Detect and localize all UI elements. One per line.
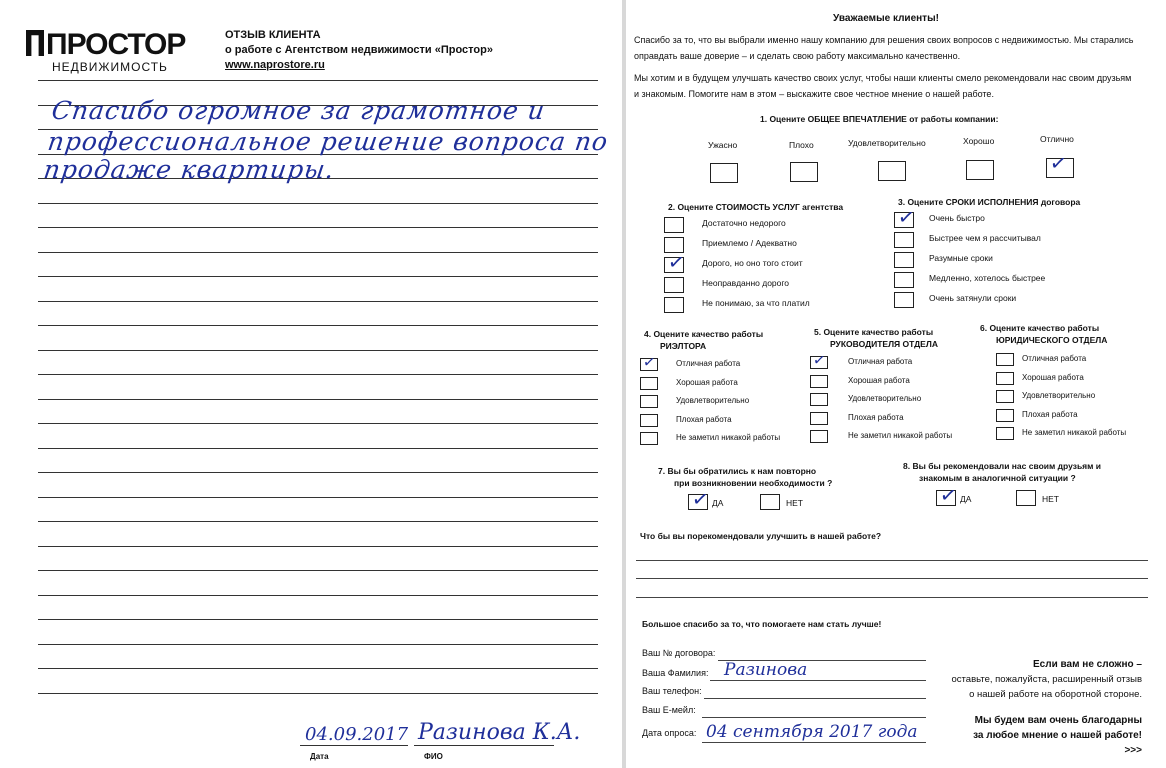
phone-field[interactable] [704, 698, 926, 699]
q5-option-label: Плохая работа [848, 412, 904, 422]
ruled-line [38, 276, 598, 277]
signature-name: Разинова К.А. [418, 720, 581, 745]
continue-arrows: >>> [1124, 745, 1142, 756]
q6-checkbox[interactable] [996, 353, 1014, 366]
ruled-line [38, 497, 598, 498]
q3-option-label: Медленно, хотелось быстрее [929, 273, 1046, 283]
ruled-line [38, 644, 598, 645]
q4-title: 4. Оцените качество работы РИЭЛТОРА [644, 329, 764, 351]
q8-title: 8. Вы бы рекомендовали нас своим друзьям и знакомым в аналогичной ситуации ? [903, 461, 1102, 483]
survey-date-label: Дата опроса: [642, 728, 697, 738]
q1-option-label: Плохо [789, 140, 814, 150]
q2-title: 2. Оцените СТОИМОСТЬ УСЛУГ агентства [668, 202, 844, 212]
surname-field[interactable] [710, 680, 926, 681]
review-header [225, 28, 493, 73]
q7-title: 7. Вы бы обратились к нам повторно при возникновении необходимости ? [658, 466, 833, 488]
q8-yes-label: ДА [960, 494, 972, 504]
ruled-line [38, 374, 598, 375]
ruled-line [38, 546, 598, 547]
q4-option-label: Хорошая работа [676, 377, 738, 387]
checkmark-icon: ✓ [690, 485, 711, 513]
q3-checkbox[interactable] [894, 232, 914, 248]
q6-title: 6. Оцените качество работы ЮРИДИЧЕСКОГО ОТДЕЛА [980, 323, 1108, 345]
q1-checkbox[interactable] [878, 161, 906, 181]
q3-checkbox[interactable] [894, 272, 914, 288]
q4-checkbox[interactable] [640, 432, 658, 445]
q6-option-label: Хорошая работа [1022, 372, 1084, 382]
survey-intro-2: Мы хотим и в будущем улучшать качество своих услуг, чтобы наши клиенты смело рекомендовали нас своим друзьям и знакомым. Помогите нам в этом – выскажите свое честное мнение о нашей работе. [634, 73, 1132, 99]
ruled-line [38, 595, 598, 596]
q3-checkbox[interactable] [894, 252, 914, 268]
ruled-line [38, 227, 598, 228]
q1-option-label: Отлично [1040, 134, 1074, 144]
surname-label: Ваша Фамилия: [642, 668, 709, 678]
email-label: Ваш E-мейл: [642, 705, 696, 715]
q4-option-label: Отличная работа [676, 359, 741, 368]
q3-title: 3. Оцените СРОКИ ИСПОЛНЕНИЯ договора [898, 197, 1081, 207]
ruled-line [38, 301, 598, 302]
q4-option-label: Плохая работа [676, 414, 732, 424]
ruled-line [38, 693, 598, 694]
q5-checkbox[interactable] [810, 350, 828, 370]
q4-option-label: Не заметил никакой работы [676, 433, 781, 442]
phone-label: Ваш телефон: [642, 686, 702, 696]
date-caption: Дата [310, 752, 329, 761]
improve-question: Что бы вы порекомендовали улучшить в нашей работе? [640, 531, 882, 541]
q5-checkbox[interactable] [810, 393, 828, 406]
q6-option-label: Не заметил никакой работы [1022, 428, 1127, 437]
name-underline [414, 745, 554, 746]
q5-checkbox[interactable] [810, 412, 828, 425]
q2-option-label: Неоправданно дорого [702, 278, 790, 288]
survey-title: Уважаемые клиенты! [833, 13, 939, 24]
q7-yes-label: ДА [712, 498, 724, 508]
q2-option-label: Приемлемо / Адекватно [702, 238, 797, 248]
survey-page-right [626, 0, 1166, 768]
name-caption: ФИО [424, 752, 443, 761]
q4-checkbox[interactable] [640, 377, 658, 390]
checkmark-icon: ✓ [666, 248, 687, 276]
q6-option-label: Плохая работа [1022, 409, 1078, 419]
q5-option-label: Удовлетворительно [848, 394, 922, 403]
answer-line[interactable] [636, 560, 1148, 561]
ruled-line [38, 203, 598, 204]
answer-line[interactable] [636, 597, 1148, 598]
ruled-line [38, 570, 598, 571]
gratitude-line: Мы будем вам очень благодарны [974, 715, 1142, 726]
ruled-line [38, 423, 598, 424]
q3-checkbox[interactable] [894, 292, 914, 308]
checkmark-icon: ✓ [641, 352, 657, 372]
q1-option-label: Удовлетворительно [848, 138, 926, 148]
q3-option-label: Быстрее чем я рассчитывал [929, 233, 1041, 243]
q6-checkbox[interactable] [996, 409, 1014, 422]
ruled-line [38, 448, 598, 449]
q4-checkbox[interactable] [640, 414, 658, 427]
review-subtitle: о работе с Агентством недвижимости «Простор» [225, 44, 493, 56]
q2-option-label: Не понимаю, за что платил [702, 298, 810, 308]
q1-option-label: Хорошо [963, 136, 995, 146]
q2-option-label: Дорого, но оно того стоит [702, 258, 803, 268]
q1-checkbox[interactable] [1046, 149, 1074, 178]
q3-option-label: Очень быстро [929, 213, 985, 223]
q1-option-label: Ужасно [708, 140, 738, 150]
ruled-line [38, 350, 598, 351]
contract-label: Ваш № договора: [642, 648, 716, 658]
q5-option-label: Хорошая работа [848, 375, 910, 385]
thanks-text: Большое спасибо за то, что помогаете нам стать лучше! [642, 619, 882, 629]
review-title: ОТЗЫВ КЛИЕНТА [225, 29, 321, 41]
q8-yes-checkbox[interactable] [936, 481, 959, 509]
q3-option-label: Очень затянули сроки [929, 293, 1017, 303]
ruled-line [38, 472, 598, 473]
q2-checkbox[interactable] [664, 217, 684, 233]
survey-date-value: 04 сентября 2017 года [706, 722, 918, 742]
q7-no-checkbox[interactable] [760, 494, 780, 510]
prostor-logo [26, 28, 186, 76]
q1-checkbox[interactable] [790, 162, 818, 182]
checkmark-icon: ✓ [811, 350, 827, 370]
ruled-line [38, 80, 598, 81]
ruled-line [38, 668, 598, 669]
q4-checkbox[interactable] [640, 395, 658, 408]
q6-checkbox[interactable] [996, 427, 1014, 440]
ruled-line [38, 521, 598, 522]
ruled-line [38, 619, 598, 620]
logo-subtitle: НЕДВИЖИМОСТЬ [52, 60, 168, 74]
ruled-line [38, 325, 598, 326]
q5-checkbox[interactable] [810, 430, 828, 443]
q4-option-label: Удовлетворительно [676, 396, 750, 405]
signature-date: 04.09.2017 [305, 724, 409, 745]
checkmark-icon: ✓ [938, 481, 959, 509]
email-field[interactable] [702, 717, 926, 718]
side-note-title: Если вам не сложно – [1033, 659, 1142, 670]
q8-no-checkbox[interactable] [1016, 490, 1036, 506]
survey-date-field[interactable] [702, 742, 926, 743]
q2-checkbox[interactable] [664, 277, 684, 293]
logo-p-icon [26, 30, 44, 56]
side-note-line: о нашей работе на оборотной стороне. [969, 689, 1142, 700]
q6-option-label: Отличная работа [1022, 354, 1087, 363]
handwriting-line-2: профессиональное решение вопроса по [45, 127, 611, 156]
surname-value: Разинова [724, 660, 808, 680]
ruled-line [38, 399, 598, 400]
q4-checkbox[interactable] [640, 352, 658, 372]
q5-checkbox[interactable] [810, 375, 828, 388]
q8-no-label: НЕТ [1042, 494, 1059, 504]
checkmark-icon: ✓ [1048, 149, 1069, 177]
q3-checkbox[interactable] [894, 203, 917, 231]
checkmark-icon: ✓ [896, 203, 917, 231]
q3-option-label: Разумные сроки [929, 253, 993, 263]
survey-intro-1: Спасибо за то, что вы выбрали именно нашу компанию для решения своих вопросов с недвижимостью. Мы старались оправдать ваше доверие – и сделать свою работу максимально качественно. [634, 35, 1134, 61]
answer-line[interactable] [636, 578, 1148, 579]
q2-option-label: Достаточно недорого [702, 218, 786, 228]
q7-yes-checkbox[interactable] [688, 485, 711, 513]
q1-title: 1. Оцените ОБЩЕЕ ВПЕЧАТЛЕНИЕ от работы компании: [760, 114, 999, 124]
q5-option-label: Не заметил никакой работы [848, 431, 953, 440]
side-note-line: оставьте, пожалуйста, расширенный отзыв [951, 674, 1142, 685]
handwriting-line-3: продаже квартиры. [41, 155, 337, 184]
q6-checkbox[interactable] [996, 390, 1014, 403]
date-underline [300, 745, 408, 746]
ruled-line [38, 252, 598, 253]
q6-checkbox[interactable] [996, 372, 1014, 385]
handwriting-line-1: Спасибо огромное за грамотное и [49, 96, 548, 125]
gratitude-line: за любое мнение о нашей работе! [973, 730, 1142, 741]
q2-checkbox[interactable] [664, 248, 687, 276]
website-link: www.naprostore.ru [225, 59, 325, 71]
q5-title: 5. Оцените качество работы РУКОВОДИТЕЛЯ ОТДЕЛА [814, 327, 938, 349]
q7-no-label: НЕТ [786, 498, 803, 508]
q6-option-label: Удовлетворительно [1022, 391, 1096, 400]
q5-option-label: Отличная работа [848, 357, 913, 366]
logo-wordmark: ПРОСТОР [26, 28, 185, 62]
q1-checkbox[interactable] [710, 163, 738, 183]
q2-checkbox[interactable] [664, 297, 684, 313]
q1-checkbox[interactable] [966, 160, 994, 180]
